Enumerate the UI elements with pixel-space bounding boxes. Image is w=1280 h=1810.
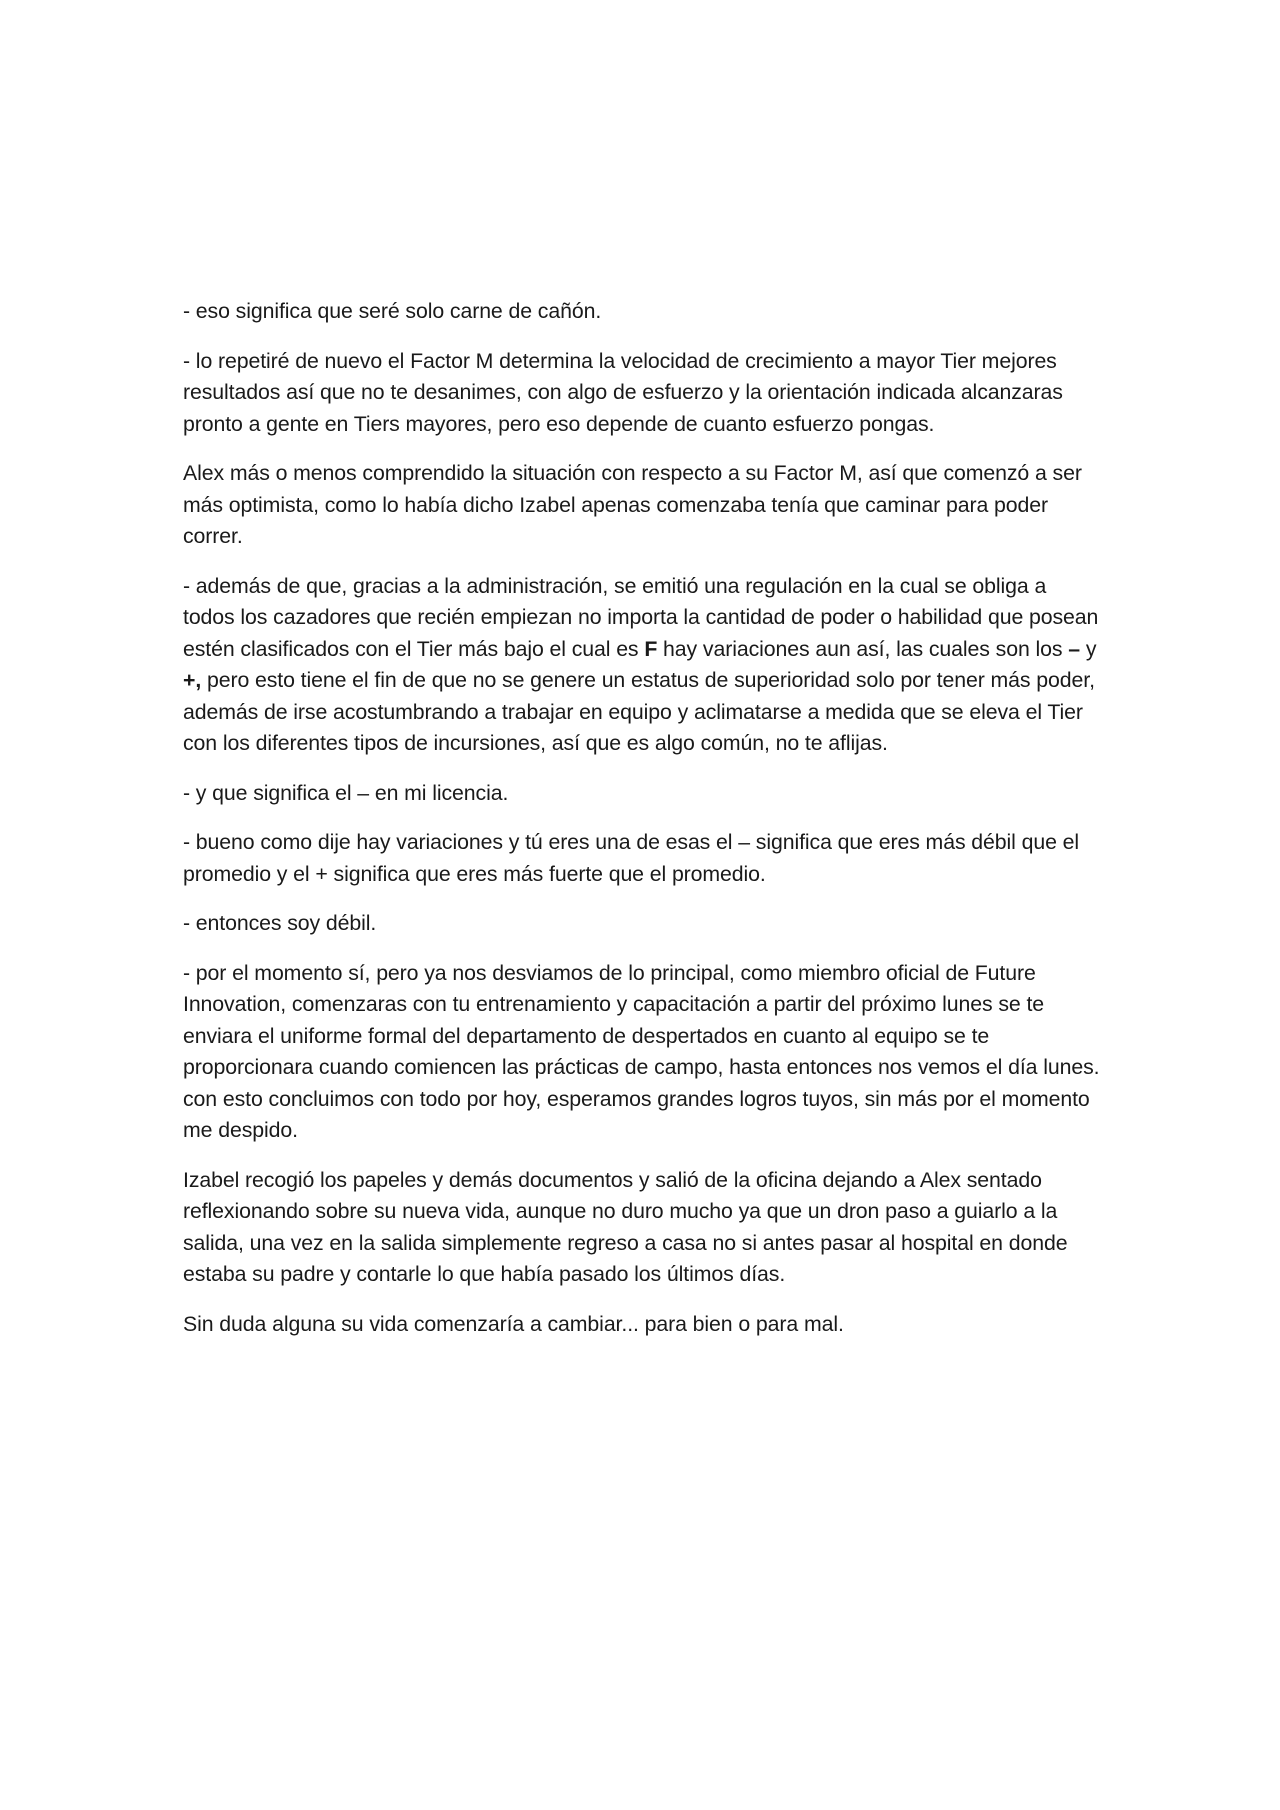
paragraph: - lo repetiré de nuevo el Factor M determina la velocidad de crecimiento a mayor Tier mejores resultados así que no te desanimes, con algo de esfuerzo y la orientación indicada alcanzaras pronto a gente en Tiers mayores, pero eso depende de cuanto esfuerzo pongas. — [183, 348, 1063, 436]
paragraph: - por el momento sí, pero ya nos desviamos de lo principal, como miembro oficial de Future Innovation, comenzaras con tu entrenamiento y capacitación a partir del próximo lunes se te enviara el uniforme formal del departamento de despertados en cuanto al equipo se te proporcionara cuando comiencen las prácticas de campo, hasta entonces nos vemos el día lunes. con esto concluimos con todo por hoy, esperamos grandes logros tuyos, sin más por el momento me despido. — [183, 960, 1100, 1142]
paragraph: - eso significa que seré solo carne de cañón. — [183, 299, 602, 323]
paragraph-text: - además de que, gracias a la administración, se emitió una regulación en la cual se obliga a todos los cazadores que recién empiezan no importa la cantidad de poder o habilidad que posean estén clasificados con el Tier más bajo el cual es — [183, 573, 1099, 661]
paragraph-text: hay variaciones aun así, las cuales son los — [657, 636, 1069, 661]
paragraph: Izabel recogió los papeles y demás documentos y salió de la oficina dejando a Alex sentado reflexionando sobre su nueva vida, aunque no duro mucho ya que un dron paso a guiarlo a la salida, una vez en la salida simplemente regreso a casa no si antes pasar al hospital en donde estaba su padre y contarle lo que había pasado los últimos días. — [183, 1167, 1068, 1286]
paragraph: - entonces soy débil. — [183, 911, 377, 935]
regulation-paragraph — [183, 571, 1103, 760]
paragraph: Sin duda alguna su vida comenzaría a cambiar... para bien o para mal. — [183, 1311, 844, 1336]
paragraph: Alex más o menos comprendido la situación con respecto a su Factor M, así que comenzó a ser más optimista, como lo había dicho Izabel apenas comenzaba tenía que caminar para poder correr. — [183, 461, 1082, 548]
tier-letter: F — [644, 636, 658, 661]
paragraph: - y que significa el – en mi licencia. — [183, 780, 509, 805]
paragraph: - bueno como dije hay variaciones y tú eres una de esas el – significa que eres más débil que el promedio y el + significa que eres más fuerte que el promedio. — [183, 830, 1080, 886]
paragraph-text: pero esto tiene el fin de que no se genere un estatus de superioridad solo por tener más poder, además de irse acostumbrando a trabajar en equipo y aclimatarse a medida que se eleva el Tier con los diferentes tipos de incursiones, así que es algo común, no te aflijas. — [183, 668, 1095, 755]
paragraph-text: y — [1080, 636, 1097, 661]
document-body — [183, 296, 1103, 1358]
plus-sign: +, — [183, 668, 202, 692]
minus-sign: – — [1068, 636, 1081, 661]
